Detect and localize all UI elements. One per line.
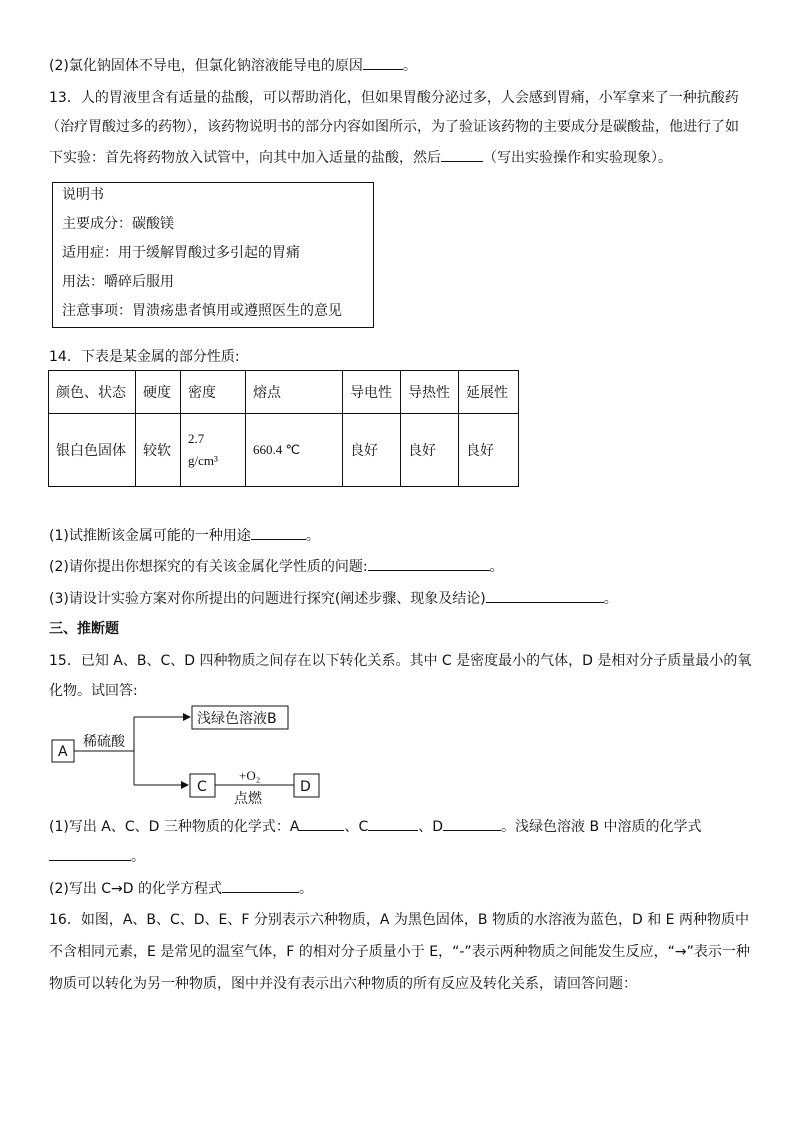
q14-part3-text: (3)请设计实验方案对你所提出的问题进行探究(阐述步骤、现象及结论) xyxy=(49,591,486,607)
leaflet-caution: 注意事项：胃溃疡患者慎用或遵照医生的意见 xyxy=(62,303,342,319)
table-header: 导电性 xyxy=(343,371,401,414)
substance-b-label: 浅绿色溶液B xyxy=(197,711,277,727)
table-header: 熔点 xyxy=(246,371,343,414)
substance-a-label: A xyxy=(58,744,68,760)
answer-blank[interactable] xyxy=(368,816,418,831)
leaflet-indication: 适用症：用于缓解胃酸过多引起的胃痛 xyxy=(62,245,300,261)
table-header: 导热性 xyxy=(401,371,459,414)
conversion-diagram xyxy=(48,700,348,810)
leaflet-title: 说明书 xyxy=(62,187,104,203)
q13-line3-text: 下实验：首先将药物放入试管中，向其中加入适量的盐酸，然后 xyxy=(49,150,441,166)
answer-blank[interactable] xyxy=(441,147,483,162)
leaflet-usage: 用法：嚼碎后服用 xyxy=(62,274,174,290)
answer-blank[interactable] xyxy=(363,55,403,70)
table-header: 颜色、状态 xyxy=(49,371,136,414)
answer-blank[interactable] xyxy=(251,525,306,540)
metal-properties-table xyxy=(48,370,519,487)
q15-part1 xyxy=(49,816,702,837)
answer-blank[interactable] xyxy=(49,846,131,861)
section-heading: 三、推断题 xyxy=(49,621,119,637)
density-cell xyxy=(181,414,246,487)
q13-line3 xyxy=(49,147,672,168)
answer-blank[interactable] xyxy=(222,878,299,893)
table-cell: 良好 xyxy=(343,414,401,487)
q16-line2: 不含相同元素，E 是常见的温室气体，F 的相对分子质量小于 E，“-”表示两种物质之间能发生反应，“→”表示一种 xyxy=(49,944,750,960)
table-cell: 良好 xyxy=(401,414,459,487)
table-cell: 良好 xyxy=(459,414,519,487)
q15-part1-c: 、C xyxy=(344,819,369,835)
q14-part1-text: (1)试推断该金属可能的一种用途 xyxy=(49,528,251,544)
answer-blank[interactable] xyxy=(368,556,490,571)
leaflet-ingredient: 主要成分：碳酸镁 xyxy=(62,216,174,232)
table-row xyxy=(49,414,519,487)
q16-line1: 16．如图，A、B、C、D、E、F 分别表示六种物质，A 为黑色固体，B 物质的水溶液为蓝色，D 和 E 两种物质中 xyxy=(49,912,749,928)
q15-line1: 15．已知 A、B、C、D 四种物质之间存在以下转化关系。其中 C 是密度最小的气体，D 是相对分子质量最小的氧 xyxy=(49,653,752,669)
q13-line2: （治疗胃酸过多的药物），该药物说明书的部分内容如图所示，为了验证该药物的主要成分是碳酸盐，他进行了如 xyxy=(46,119,739,135)
density-unit: g/cm³ xyxy=(188,453,218,468)
q14-part3 xyxy=(49,588,618,609)
q13-line3-end: （写出实验操作和实验现象）。 xyxy=(483,150,672,166)
q15-part1-d: 、D xyxy=(418,819,444,835)
q12-part2 xyxy=(49,55,417,76)
q13-line1: 13．人的胃液里含有适量的盐酸，可以帮助消化，但如果胃酸分泌过多，人会感到胃痛，小军拿来了一种抗酸药 xyxy=(49,90,739,106)
table-cell: 660.4 ℃ xyxy=(246,414,343,487)
q12-part2-text: (2)氯化钠固体不导电，但氯化钠溶液能导电的原因 xyxy=(49,58,363,74)
answer-blank[interactable] xyxy=(443,816,501,831)
q15-line2: 化物。试回答: xyxy=(49,683,138,699)
q14-part3-end: 。 xyxy=(603,591,618,607)
q15-part1-a: (1)写出 A、C、D 三种物质的化学式：A xyxy=(49,819,300,835)
table-header: 延展性 xyxy=(459,371,519,414)
q15-part1-end: 。 xyxy=(131,849,145,865)
table-header: 硬度 xyxy=(136,371,181,414)
table-cell: 银白色固体 xyxy=(49,414,136,487)
q14-part1 xyxy=(49,525,320,546)
q16-line3: 物质可以转化为另一种物质，图中并没有表示出六种物质的所有反应及转化关系，请回答问题： xyxy=(49,976,637,992)
q14-part1-end: 。 xyxy=(305,528,320,544)
answer-blank[interactable] xyxy=(299,816,344,831)
q15-part2-end: 。 xyxy=(299,881,314,897)
answer-blank[interactable] xyxy=(486,588,604,603)
q15-part1-tail: 。浅绿色溶液 B 中溶质的化学式 xyxy=(501,819,702,835)
ignite-label: 点燃 xyxy=(234,791,262,807)
q14-part2-text: (2)请你提出你想探究的有关该金属化学性质的问题: xyxy=(49,559,368,575)
substance-c-label: C xyxy=(197,779,207,795)
table-cell: 较软 xyxy=(136,414,181,487)
q14-part2-end: 。 xyxy=(489,559,504,575)
q15-part2-text: (2)写出 C→D 的化学方程式 xyxy=(49,881,223,897)
q15-part1-cont xyxy=(49,846,145,867)
q14-intro: 14．下表是某金属的部分性质: xyxy=(49,349,240,365)
acid-label: 稀硫酸 xyxy=(83,734,125,750)
q14-part2 xyxy=(49,556,504,577)
substance-d-label: D xyxy=(300,779,311,795)
density-value: 2.7 xyxy=(188,431,205,446)
instruction-leaflet xyxy=(52,182,374,328)
table-header-row xyxy=(49,371,519,414)
oxygen-label: +O₂ xyxy=(239,768,261,783)
table-header: 密度 xyxy=(181,371,246,414)
q15-part2 xyxy=(49,878,313,899)
q12-part2-end: 。 xyxy=(402,58,417,74)
